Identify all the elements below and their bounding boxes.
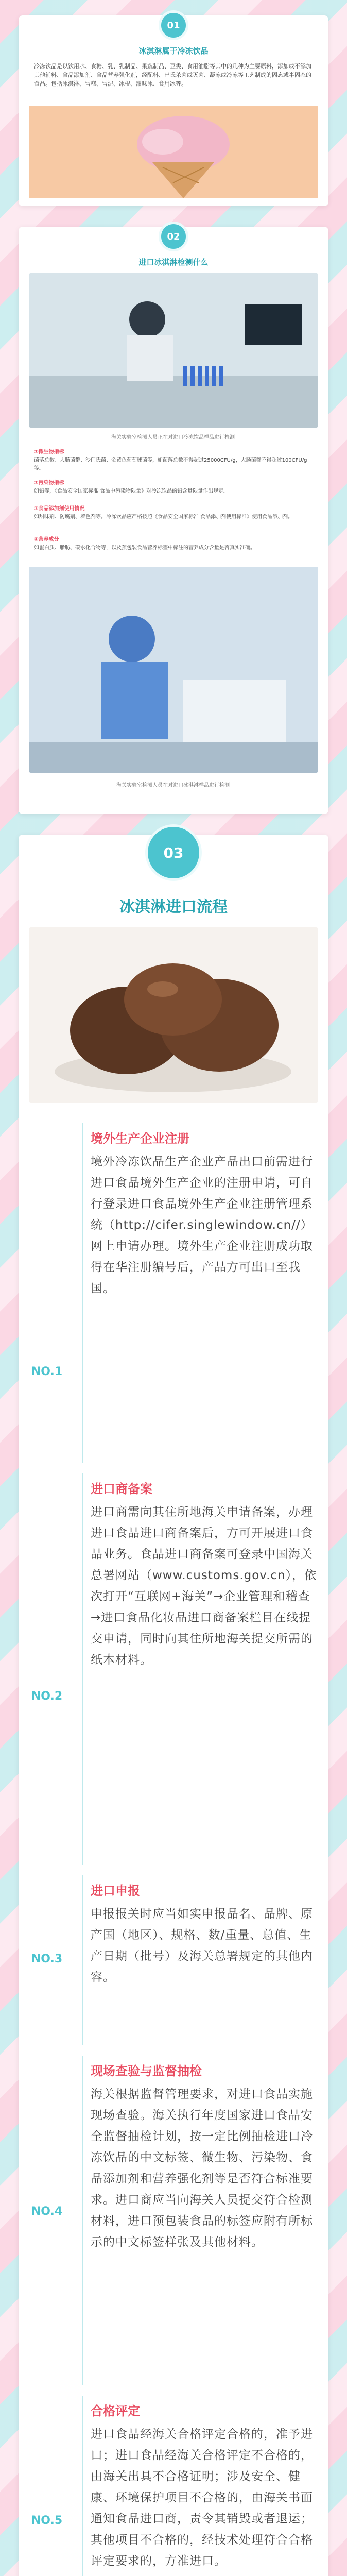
ice-cream-scoops-icon bbox=[29, 927, 318, 1103]
test-block-3-text: 如甜味剂、防腐剂、着色剂等。冷冻饮品应严格按照《食品安全国家标准 食品添加剂使用标准》使用食品添加剂。 bbox=[34, 514, 293, 520]
step-5-label: NO.5 bbox=[31, 2514, 63, 2527]
section-1-card bbox=[19, 15, 328, 206]
test-block-4-text: 如蛋白质、脂肪、碳水化合物等，以及预包装食品营养标签中标注的营养成分含量是否真实准确。 bbox=[34, 545, 255, 551]
lab-photo-1 bbox=[29, 273, 318, 428]
test-block-1-head: ①微生物指标 bbox=[34, 449, 64, 455]
lab-caption-1: 海关实验室检测人员正在对进口冷冻饮品样品进行检测 bbox=[111, 435, 235, 440]
test-block-4 bbox=[34, 536, 312, 552]
step-1-body: 境外冷冻饮品生产企业产品出口前需进行进口食品境外生产企业的注册申请，可自行登录进口食品境外生产企业注册管理系统（http://cifer.singlewindow.cn//）网上申请办理。境外生产企业注册成功取得在华注册编号后，产品方可出口至我国。 bbox=[91, 1155, 313, 1295]
lab-photo-2 bbox=[29, 567, 318, 773]
step-4-divider bbox=[82, 2056, 83, 2385]
test-block-2-head: ②污染物指标 bbox=[34, 480, 64, 486]
test-block-2 bbox=[34, 479, 312, 496]
step-5-title: 合格评定 bbox=[91, 2404, 140, 2418]
lab-test-icon bbox=[29, 273, 318, 428]
step-3-divider bbox=[82, 1875, 83, 2045]
step-2-label: NO.2 bbox=[31, 1690, 63, 1703]
test-block-2-text: 如铅等，《食品安全国家标准 食品中污染物限量》对冷冻饮品的铅含量限量作出规定。 bbox=[34, 488, 229, 494]
ice-cream-cone-icon bbox=[29, 106, 318, 198]
test-block-3 bbox=[34, 505, 312, 521]
ice-cream-cone-photo bbox=[29, 106, 318, 198]
step-1-label: NO.1 bbox=[31, 1365, 63, 1378]
lab-technician-icon bbox=[29, 567, 318, 773]
step-5-body: 进口食品经海关合格评定合格的，准予进口；进口食品经海关合格评定不合格的，由海关出具不合格证明；涉及安全、健康、环境保护项目不合格的，由海关书面通知食品进口商，责令其销毁或者退运；其他项目不合格的，经技术处理符合合格评定要求的，方准进口。 bbox=[91, 2428, 313, 2568]
step-3-body: 申报报关时应当如实申报品名、品牌、原产国（地区）、规格、数/重量、总值、生产日期（批号）及海关总署规定的其他内容。 bbox=[91, 1907, 313, 1984]
step-4-title: 现场查验与监督抽检 bbox=[91, 2064, 202, 2078]
section-1-badge: 01 bbox=[159, 10, 188, 40]
section-3-title: 冰淇淋进口流程 bbox=[119, 898, 228, 916]
test-block-3-head: ③食品添加剂使用情况 bbox=[34, 506, 85, 512]
step-4-body: 海关根据监督管理要求，对进口食品实施现场查验。海关执行年度国家进口食品安全监督抽检计划，按一定比例抽检进口冷冻饮品的中文标签、微生物、污染物、食品添加剂和营养强化剂等是否符合标准要求。进口商应当向海关人员提交符合检测材料，进口预包装食品的标签应附有所标示的中文标签样张及其他材料。 bbox=[91, 2088, 313, 2249]
step-2-divider bbox=[82, 1473, 83, 1865]
step-4-label: NO.4 bbox=[31, 2205, 63, 2218]
section-2-card bbox=[19, 227, 328, 814]
test-block-1-text: 菌落总数、大肠菌群、沙门氏菌、金黄色葡萄球菌等，如菌落总数不得超过25000CFU/g，大肠菌群不得超过100CFU/g等。 bbox=[34, 457, 307, 471]
section-3-badge: 03 bbox=[145, 824, 202, 881]
section-3-card bbox=[19, 835, 328, 2576]
step-2-title: 进口商备案 bbox=[91, 1482, 152, 1496]
step-2-body: 进口商需向其住所地海关申请备案，办理进口食品进口商备案后，方可开展进口食品业务。食品进口商备案可登录中国海关总署网站（www.customs.gov.cn），依次打开“互联网+海关”→企业管理和稽查→进口食品化妆品进口商备案栏目在线提交申请，同时向其住所地海关提交所需的纸本材料。 bbox=[91, 1505, 317, 1667]
section-1-text: 冷冻饮品是以饮用水、食糖、乳、乳制品、果蔬制品、豆类、食用油脂等其中的几种为主要原料，添加或不添加其他辅料、食品添加剂、食品营养强化剂，经配料、巴氏杀菌或灭菌、凝冻或冷冻等工艺制成的固态或半固态的食品。包括冰淇淋、雪糕、雪泥、冰棍、甜味冰、食用冰等。 bbox=[34, 63, 311, 87]
step-1-divider bbox=[82, 1123, 83, 1463]
step-3-label: NO.3 bbox=[31, 1953, 63, 1965]
section-2-badge: 02 bbox=[159, 222, 188, 251]
step-5-divider bbox=[82, 2396, 83, 2576]
chocolate-ice-cream-photo bbox=[29, 927, 318, 1103]
step-3-title: 进口申报 bbox=[91, 1884, 140, 1898]
step-1-title: 境外生产企业注册 bbox=[91, 1131, 189, 1146]
section-1-title: 冰淇淋属于冷冻饮品 bbox=[138, 46, 209, 56]
lab-caption-2: 海关实验室检测人员在对进口冰淇淋样品进行检测 bbox=[116, 783, 230, 788]
test-block-1 bbox=[34, 448, 312, 473]
section-2-title: 进口冰淇淋检测什么 bbox=[138, 258, 209, 267]
test-block-4-head: ④营养成分 bbox=[34, 537, 59, 543]
